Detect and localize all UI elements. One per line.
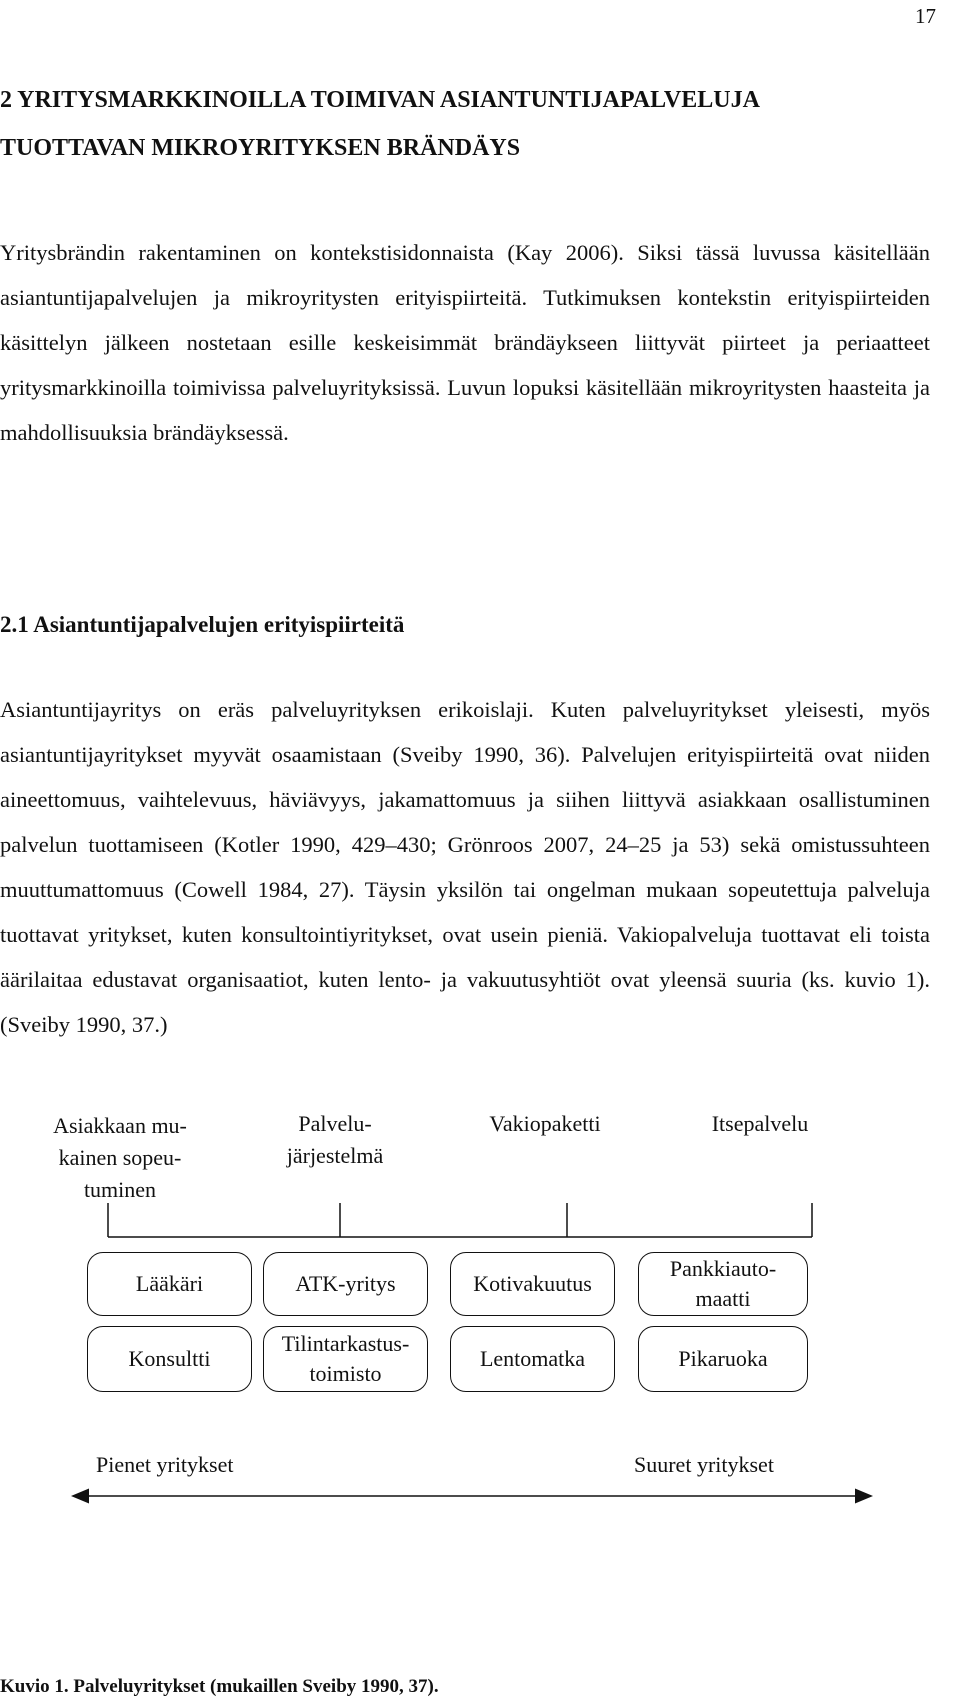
box-flight xyxy=(450,1326,615,1392)
category-label-line: Palvelu- xyxy=(298,1111,372,1136)
box-auditing-office xyxy=(263,1326,428,1392)
category-label-line: järjestelmä xyxy=(286,1143,384,1168)
box-atm xyxy=(638,1252,808,1316)
box-home-insurance xyxy=(450,1252,615,1316)
box-label: Konsultti xyxy=(128,1346,211,1371)
box-label: Lääkäri xyxy=(135,1271,204,1296)
figure-caption: Kuvio 1. Palveluyritykset (mukaillen Sveiby 1990, 37). xyxy=(0,1676,439,1697)
box-label-line: maatti xyxy=(695,1286,751,1311)
axis-label-large-companies: Suuret yritykset xyxy=(634,1452,774,1477)
box-consultant xyxy=(87,1326,252,1392)
box-label: ATK-yritys xyxy=(295,1271,396,1296)
page-number: 17 xyxy=(915,4,936,28)
box-label: Lentomatka xyxy=(479,1346,586,1371)
box-label xyxy=(670,1254,776,1314)
box-label-line: toimisto xyxy=(309,1361,382,1386)
category-label-line: Itsepalvelu xyxy=(711,1111,809,1136)
category-label-line: Vakiopaketti xyxy=(489,1111,601,1136)
intro-paragraph: Yritysbrändin rakentaminen on kontekstisidonnaista (Kay 2006). Siksi tässä luvussa käsitellään asiantuntijapalvelujen ja mikroyritysten erityispiirteitä. Tutkimuksen kontekstin erityispiirteiden käsittelyn jälkeen nostetaan esille keskeisimmät brändäykseen liittyvät piirteet ja periaatteet yritysmarkkinoilla toimivissa palveluyrityksissä. Luvun lopuksi käsitellään mikroyritysten haasteita ja mahdollisuuksia brändäyksessä. xyxy=(0,240,930,445)
box-label: Kotivakuutus xyxy=(473,1271,592,1296)
box-it-company xyxy=(263,1252,428,1316)
section-paragraph: Asiantuntijayritys on eräs palveluyrityksen erikoislaji. Kuten palveluyritykset yleisesti, myös asiantuntijayritykset myyvät osaamistaan (Sveiby 1990, 36). Palvelujen erityispiirteitä ovat niiden aineettomuus, vaihtelevuus, häviävyys, jakamattomuus ja siihen liittyvä asiakkaan osallistuminen palvelun tuottamiseen (Kotler 1990, 429–430; Grönroos 2007, 24–25 ja 53) sekä omistussuhteen muuttumattomuus (Cowell 1984, 27). Täysin yksilön tai ongelman mukaan sopeutettuja palveluja tuottavat yritykset, kuten konsultointiyritykset, ovat usein pieniä. Vakiopalveluja tuottavat eli toista äärilaitaa edustavat organisaatiot, kuten lento- ja vakuutusyhtiöt ovat yleensä suuria (ks. kuvio 1). (Sveiby 1990, 37.) xyxy=(0,697,930,1037)
chapter-title-line-1: 2 YRITYSMARKKINOILLA TOIMIVAN ASIANTUNTIJAPALVELUJA xyxy=(0,87,760,113)
section-title: 2.1 Asiantuntijapalvelujen erityispiirteitä xyxy=(0,612,405,637)
box-fast-food xyxy=(638,1326,808,1392)
category-label-line: Asiakkaan mu- xyxy=(53,1113,187,1138)
category-label-line: kainen sopeu- xyxy=(58,1145,182,1170)
box-label: Pikaruoka xyxy=(678,1346,768,1371)
box-label xyxy=(282,1329,410,1389)
category-label-line: tuminen xyxy=(83,1177,157,1202)
box-label-line: Pankkiauto- xyxy=(669,1256,777,1281)
chapter-title-line-2: TUOTTAVAN MIKROYRITYKSEN BRÄNDÄYS xyxy=(0,135,521,161)
box-label-line: Tilintarkastus- xyxy=(281,1331,410,1356)
axis-label-small-companies: Pienet yritykset xyxy=(96,1452,234,1477)
box-doctor xyxy=(87,1252,252,1316)
